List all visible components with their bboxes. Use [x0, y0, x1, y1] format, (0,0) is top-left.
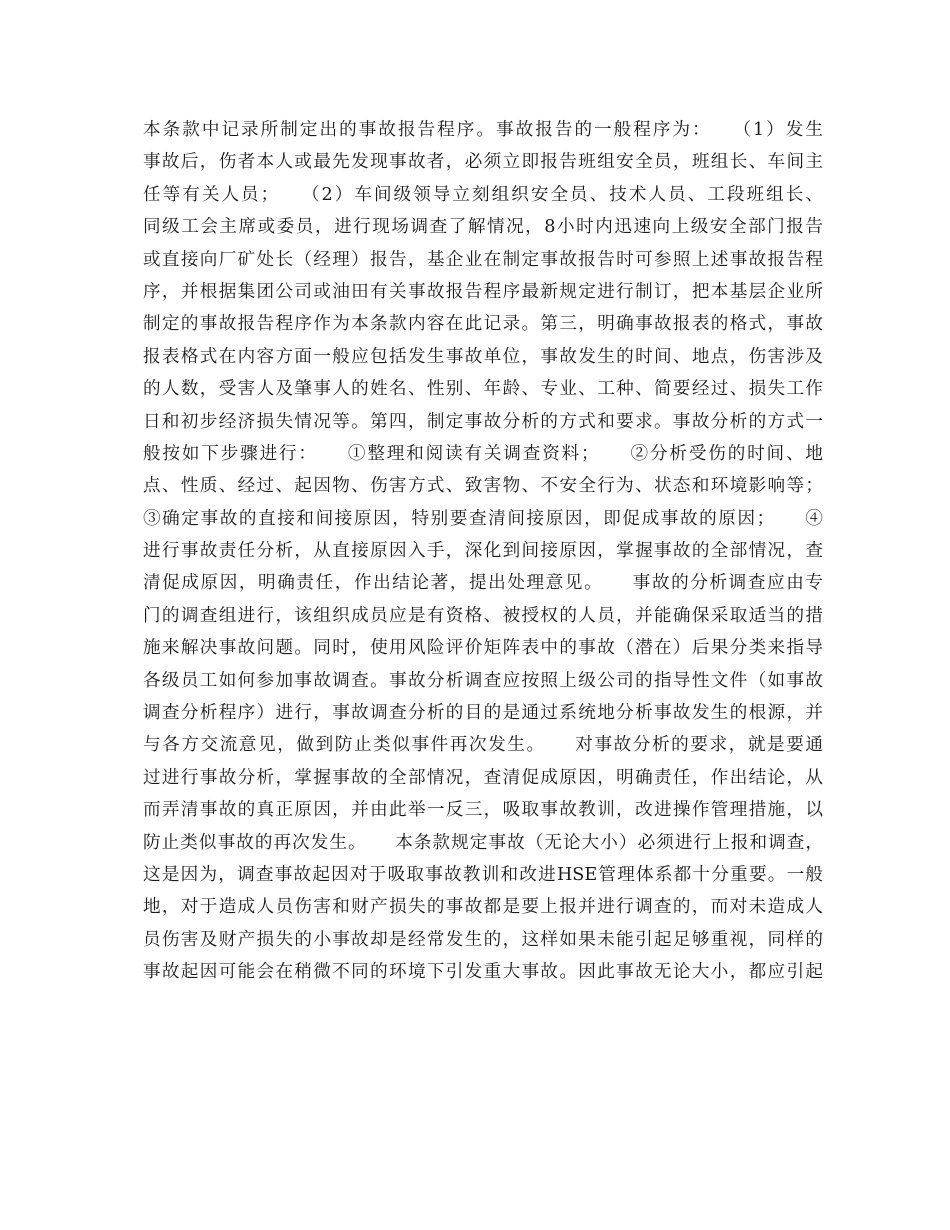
text-line: 或直接向厂矿处长（经理）报告，基企业在制定事故报告时可参照上述事故报告程	[143, 249, 823, 270]
text-line: 员伤害及财产损失的小事故却是经常发生的，这样如果未能引起足够重视，同样的	[143, 929, 823, 950]
text-line: 而弄清事故的真正原因，并由此举一反三，吸取事故教训，改进操作管理措施，以	[143, 800, 823, 821]
text-line: 过进行事故分析，掌握事故的全部情况，查清促成原因，明确责任，作出结论，从	[143, 767, 823, 788]
text-line: 的人数，受害人及肇事人的姓名、性别、年龄、专业、工种、简要经过、损失工作	[143, 379, 823, 400]
text-line: 各级员工如何参加事故调查。事故分析调查应按照上级公司的指导性文件（如事故	[143, 670, 823, 691]
text-line: 清促成原因，明确责任，作出结论著，提出处理意见。 事故的分析调查应由专	[143, 573, 823, 594]
body-text	[143, 114, 823, 989]
text-line: 点、性质、经过、起因物、伤害方式、致害物、不安全行为、状态和环境影响等；	[143, 476, 823, 497]
text-line: 事故起因可能会在稍微不同的环境下引发重大事故。因此事故无论大小，都应引起	[143, 962, 823, 983]
text-line: 报表格式在内容方面一般应包括发生事故单位，事故发生的时间、地点，伤害涉及	[143, 346, 823, 367]
text-line: 与各方交流意见，做到防止类似事件再次发生。 对事故分析的要求，就是要通	[143, 735, 823, 756]
text-line: 进行事故责任分析，从直接原因入手，深化到间接原因，掌握事故的全部情况，查	[143, 541, 823, 562]
text-line: 同级工会主席或委员，进行现场调查了解情况，8小时内迅速向上级安全部门报告	[143, 217, 823, 238]
text-line: 这是因为，调查事故起因对于吸取事故教训和改进HSE管理体系都十分重要。一般	[143, 864, 823, 885]
text-line: 地，对于造成人员伤害和财产损失的事故都是要上报并进行调查的，而对未造成人	[143, 897, 823, 918]
text-line: 施来解决事故问题。同时，使用风险评价矩阵表中的事故（潜在）后果分类来指导	[143, 638, 823, 659]
text-line: 日和初步经济损失情况等。第四，制定事故分析的方式和要求。事故分析的方式一	[143, 411, 823, 432]
text-line: 制定的事故报告程序作为本条款内容在此记录。第三，明确事故报表的格式，事故	[143, 314, 823, 335]
text-line: 般按如下步骤进行： ①整理和阅读有关调查资料； ②分析受伤的时间、地	[143, 443, 823, 464]
text-line: 门的调查组进行，该组织成员应是有资格、被授权的人员，并能确保采取适当的措	[143, 605, 823, 626]
text-line: 防止类似事故的再次发生。 本条款规定事故（无论大小）必须进行上报和调查，	[143, 832, 823, 853]
text-line: 事故后，伤者本人或最先发现事故者，必须立即报告班组安全员，班组长、车间主	[143, 152, 823, 173]
text-line: ③确定事故的直接和间接原因，特别要查清间接原因，即促成事故的原因； ④	[143, 508, 823, 529]
text-line: 任等有关人员； （2）车间级领导立刻组织安全员、技术人员、工段班组长、	[143, 184, 823, 205]
text-line: 本条款中记录所制定出的事故报告程序。事故报告的一般程序为： （1）发生	[143, 120, 823, 140]
text-line: 序，并根据集团公司或油田有关事故报告程序最新规定进行制订，把本基层企业所	[143, 281, 823, 302]
text-line: 调查分析程序）进行，事故调查分析的目的是通过系统地分析事故发生的根源，并	[143, 703, 823, 724]
